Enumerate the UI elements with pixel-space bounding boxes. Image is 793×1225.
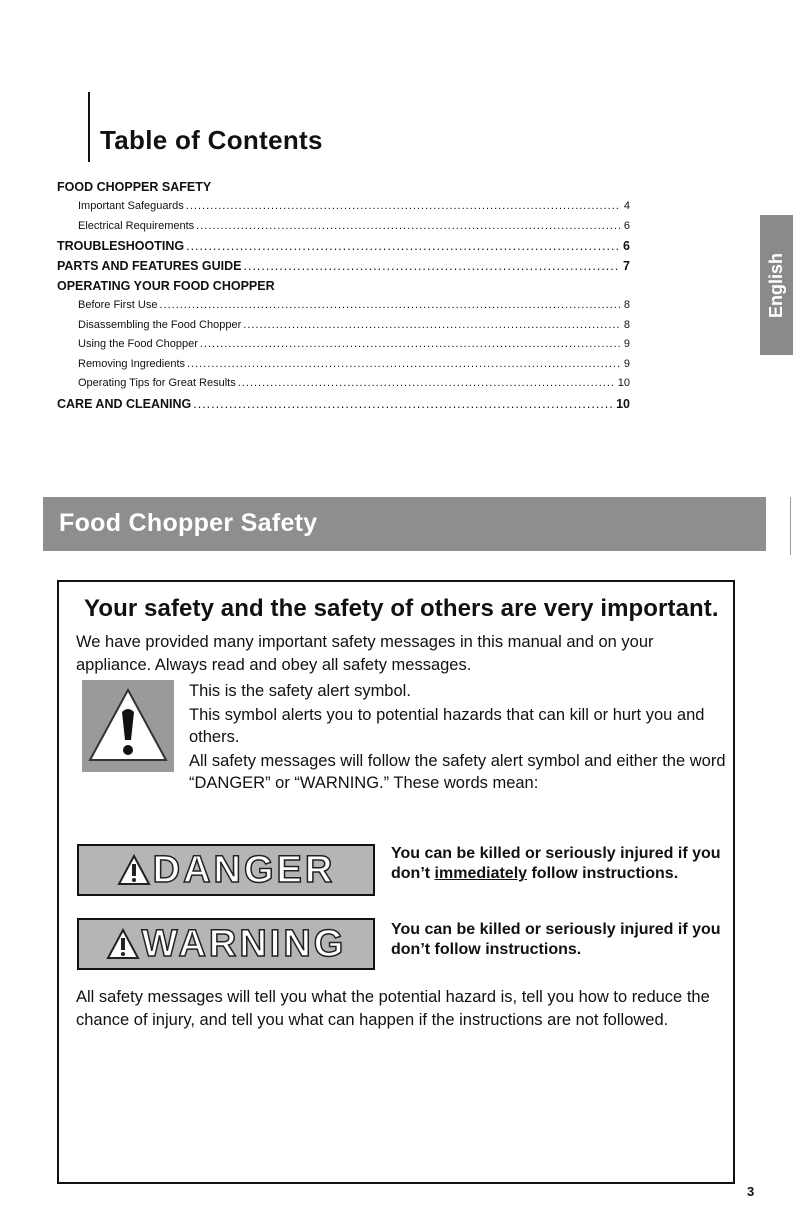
danger-description — [391, 844, 721, 884]
warning-alert-icon — [106, 928, 140, 960]
language-tab-label: English — [766, 252, 787, 318]
symbol-line: All safety messages will follow the safety alert symbol and either the word “DANGER” or “WARNING.” These words mean: — [189, 752, 726, 792]
toc-entry-label: TROUBLESHOOTING — [57, 239, 185, 253]
toc-entry-page: 9 — [623, 357, 630, 370]
toc-entry[interactable] — [57, 358, 630, 378]
danger-label: DANGER — [152, 848, 336, 891]
toc-entry-label: PARTS AND FEATURES GUIDE — [57, 259, 242, 273]
toc-entry[interactable] — [57, 397, 630, 417]
toc-leader-dots — [186, 239, 620, 253]
toc-entry[interactable] — [57, 259, 630, 279]
toc-entry-page: 10 — [617, 377, 630, 389]
toc-entry[interactable] — [57, 279, 630, 299]
safety-title: Your safety and the safety of others are very important. — [84, 595, 719, 622]
toc-entry[interactable] — [57, 220, 630, 240]
toc-entry-label: FOOD CHOPPER SAFETY — [57, 180, 212, 194]
toc-entry-label: Disassembling the Food Chopper — [78, 318, 242, 331]
toc-entry[interactable] — [57, 239, 630, 259]
toc-entry[interactable] — [57, 338, 630, 358]
symbol-line: This is the safety alert symbol. — [189, 682, 411, 700]
toc-leader-dots — [244, 259, 621, 273]
toc-entry-label: Before First Use — [78, 299, 158, 311]
page-title: Table of Contents — [100, 125, 323, 155]
toc-entry[interactable] — [57, 200, 630, 220]
danger-alert-icon — [117, 854, 151, 886]
safety-intro: We have provided many important safety messages in this manual and on your appliance. Always read and obey all safety messages. — [76, 633, 654, 674]
toc-entry-label: Important Safeguards — [78, 200, 184, 212]
danger-text-part: follow instructions. — [527, 865, 679, 882]
table-of-contents — [57, 180, 630, 417]
page-number: 3 — [747, 1184, 755, 1199]
danger-text-emphasis: immediately — [434, 865, 528, 882]
section-banner-title: Food Chopper Safety — [59, 509, 318, 537]
toc-entry-page: 8 — [623, 299, 630, 311]
symbol-line: This symbol alerts you to potential hazards that can kill or hurt you and others. — [189, 706, 705, 746]
toc-entry[interactable] — [57, 377, 630, 397]
toc-entry-label: OPERATING YOUR FOOD CHOPPER — [57, 279, 275, 293]
safety-alert-icon — [82, 680, 174, 772]
toc-entry-label: CARE AND CLEANING — [57, 396, 192, 411]
toc-entry-label: Using the Food Chopper — [78, 338, 198, 350]
toc-leader-dots — [200, 338, 620, 350]
warning-description: You can be killed or seriously injured if you don’t follow instructions. — [391, 921, 721, 958]
toc-leader-dots — [159, 299, 620, 311]
toc-leader-dots — [193, 397, 614, 411]
toc-entry-page: 6 — [623, 219, 630, 232]
language-tab — [760, 215, 793, 355]
toc-leader-dots — [243, 319, 620, 331]
toc-entry[interactable] — [57, 319, 630, 339]
toc-leader-dots — [187, 358, 620, 370]
warning-label: WARNING — [141, 922, 347, 965]
danger-signal-block — [77, 844, 375, 896]
toc-leader-dots — [186, 200, 620, 212]
section-banner — [43, 497, 766, 551]
toc-entry-page: 4 — [623, 200, 630, 212]
toc-entry-label: Removing Ingredients — [78, 357, 186, 370]
toc-entry-page: 9 — [623, 338, 630, 350]
safety-closing: All safety messages will tell you what the potential hazard is, tell you how to reduce the chance of injury, and tell you what can happen if the instructions are not followed. — [76, 988, 710, 1029]
safety-symbol-description — [189, 680, 729, 796]
toc-entry[interactable] — [57, 180, 630, 200]
warning-signal-block — [77, 918, 375, 970]
toc-entry[interactable] — [57, 299, 630, 319]
toc-leader-dots — [196, 220, 620, 232]
toc-entry-page: 8 — [623, 318, 630, 331]
toc-leader-dots — [238, 377, 616, 389]
toc-entry-page: 10 — [616, 396, 630, 411]
toc-entry-page: 6 — [623, 239, 630, 253]
toc-heading — [88, 92, 323, 162]
toc-entry-label: Electrical Requirements — [78, 219, 195, 232]
toc-entry-page: 7 — [623, 259, 630, 273]
danger-text-part: You can be killed or seriously injured if you don’t — [391, 845, 721, 882]
margin-rule — [790, 497, 791, 555]
safety-message-box — [57, 580, 735, 1184]
toc-entry-label: Operating Tips for Great Results — [78, 377, 236, 389]
